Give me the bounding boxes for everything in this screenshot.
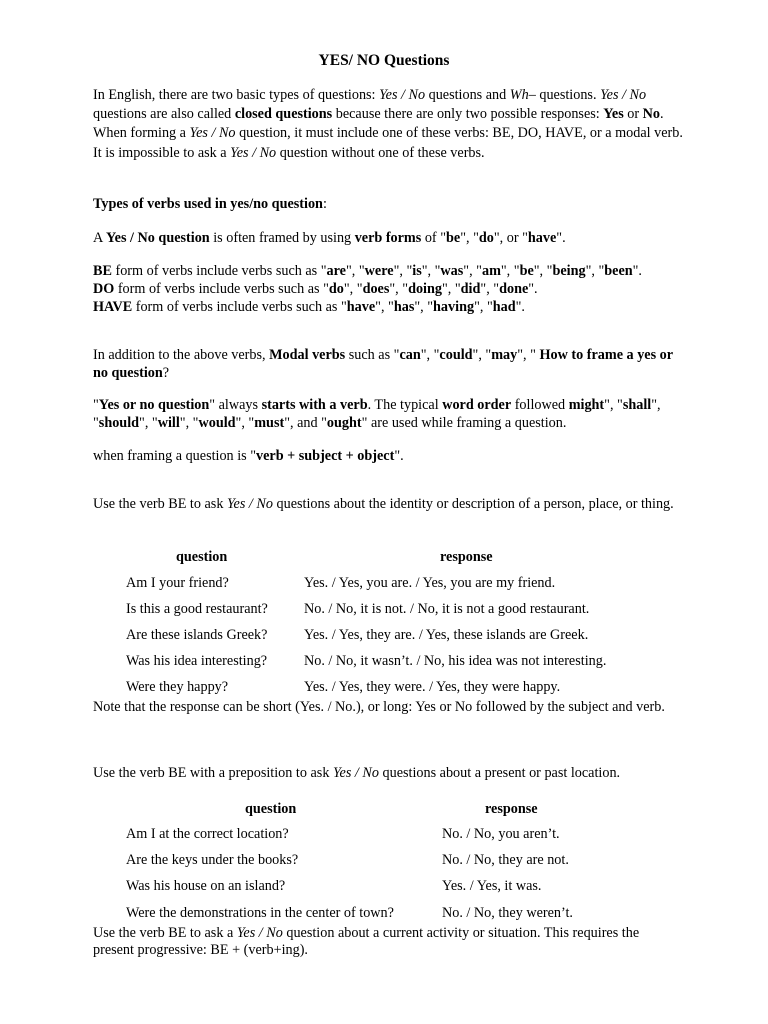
italic-run: Yes / No xyxy=(332,765,379,781)
italic-run: Yes / No xyxy=(600,87,647,103)
bold-run: were xyxy=(364,263,394,279)
be-forms-line xyxy=(93,262,653,280)
text-run: ", " xyxy=(472,347,492,363)
text-run: ". xyxy=(394,448,404,464)
table2-header-response: response xyxy=(485,801,538,817)
bold-run: verb forms xyxy=(354,230,422,246)
text-run: ". xyxy=(515,299,525,315)
table1-header-question: question xyxy=(176,549,228,565)
table2-row3-question: Was his house on an island? xyxy=(126,878,286,894)
have-forms-line xyxy=(93,298,653,316)
text-run: questions about the identity or description of a person, place, or thing. xyxy=(272,496,674,512)
bold-run: do xyxy=(478,230,494,246)
table2-row2-response: No. / No, they are not. xyxy=(442,852,569,868)
bold-run: Yes xyxy=(603,106,624,123)
bold-run: be xyxy=(519,263,534,279)
bold-run: No xyxy=(642,106,661,123)
text-run: ", and " xyxy=(284,415,327,431)
italic-run: Wh xyxy=(509,87,529,103)
table2-row3-response: Yes. / Yes, it was. xyxy=(442,878,542,894)
bold-run: HAVE xyxy=(93,299,133,315)
bold-run: verb + subject + object xyxy=(256,448,395,464)
table1-row4-response: No. / No, it wasn’t. / No, his idea was not interesting. xyxy=(304,653,607,669)
bold-run: ought xyxy=(326,415,362,431)
text-run: question without one of these verbs. xyxy=(276,144,485,161)
text-run: " always xyxy=(209,397,262,413)
table2-row1-response: No. / No, you aren’t. xyxy=(442,826,560,842)
table1-row1-response: Yes. / Yes, you are. / Yes, you are my friend. xyxy=(304,575,556,591)
text-run: ". xyxy=(528,281,538,297)
modal-verbs-line xyxy=(93,346,678,382)
bold-run: may xyxy=(491,347,518,363)
text-run: A xyxy=(93,230,107,246)
text-run: or xyxy=(623,106,643,123)
bold-run: might xyxy=(568,397,605,413)
framing-line xyxy=(93,447,683,465)
bold-run: has xyxy=(393,299,415,315)
text-run: . When forming a xyxy=(93,106,664,142)
text-run: ", " xyxy=(463,263,482,279)
italic-run: Yes / No xyxy=(230,144,277,161)
table1-row3-question: Are these islands Greek? xyxy=(126,627,268,643)
text-run: ", " xyxy=(604,397,623,413)
bold-run: did xyxy=(460,281,481,297)
table1-row1-question: Am I your friend? xyxy=(126,575,229,591)
bold-run: Yes or no question xyxy=(98,397,210,413)
text-run: of " xyxy=(421,230,446,246)
italic-run: Yes / No xyxy=(236,925,283,941)
bold-run: could xyxy=(439,347,473,363)
text-run: followed xyxy=(511,397,569,413)
text-run: ", " xyxy=(343,281,363,297)
bold-run: are xyxy=(326,263,346,279)
bold-run: have xyxy=(527,230,557,246)
bold-run: having xyxy=(433,299,475,315)
text-run: ", " xyxy=(345,263,365,279)
text-run: ", " xyxy=(441,281,461,297)
bold-run: doing xyxy=(408,281,442,297)
text-run: questions about a present or past location. xyxy=(378,765,621,781)
bold-run: BE xyxy=(93,263,112,279)
bold-run: will xyxy=(157,415,180,431)
bold-run: Yes / No question xyxy=(106,230,210,246)
text-run: because there are only two possible responses: xyxy=(332,106,604,123)
types-heading xyxy=(93,195,683,213)
bold-run: closed questions xyxy=(234,106,333,123)
text-run: when framing a question is " xyxy=(93,448,257,464)
text-run: such as " xyxy=(345,347,400,363)
text-run: Use the verb BE to ask xyxy=(93,496,227,512)
text-run: – questions. xyxy=(528,87,601,103)
bold-run: Types of verbs used in yes/no question xyxy=(93,196,323,212)
intro-paragraph xyxy=(93,86,683,163)
bold-run: should xyxy=(98,415,140,431)
bold-run: do xyxy=(328,281,344,297)
text-run: " are used while framing a question. xyxy=(361,415,567,431)
text-run: is often framed by using xyxy=(209,230,355,246)
bold-run: being xyxy=(552,263,586,279)
bold-run: is xyxy=(412,263,422,279)
section3-intro xyxy=(93,925,678,958)
text-run: question, it must include one of these verbs: BE, DO, HAVE, or a modal verb. It is impossible to ask a xyxy=(93,125,683,161)
bold-run: was xyxy=(440,263,464,279)
response-note xyxy=(93,699,668,716)
text-run: question about a current activity or situation. This requires the present progressive: BE + (verb+ing). xyxy=(93,925,640,958)
framed-line xyxy=(93,229,683,247)
section1-intro xyxy=(93,495,678,513)
document-title: YES/ NO Questions xyxy=(318,52,450,69)
text-run: ", " xyxy=(93,397,661,431)
text-run: Note that the response can be short (Yes. / No.), or long: Yes or No followed by the subject and verb. xyxy=(93,699,665,715)
text-run: form of verbs include verbs such as " xyxy=(111,263,327,279)
text-run: ", " xyxy=(585,263,605,279)
table1-row4-question: Was his idea interesting? xyxy=(126,653,268,669)
text-run: questions and xyxy=(425,87,510,103)
table1-row3-response: Yes. / Yes, they are. / Yes, these islands are Greek. xyxy=(304,627,589,643)
text-run: questions are also called xyxy=(93,106,235,123)
bold-run: Modal verbs xyxy=(269,347,346,363)
text-run: In English, there are two basic types of questions: xyxy=(93,87,380,103)
text-run: ", " xyxy=(389,281,409,297)
bold-run: have xyxy=(346,299,376,315)
bold-run: had xyxy=(492,299,516,315)
text-run: ", " xyxy=(517,347,540,363)
text-run: ", " xyxy=(480,281,500,297)
text-run: : xyxy=(322,196,327,212)
text-run: In addition to the above verbs, xyxy=(93,347,270,363)
text-run: ", " xyxy=(375,299,394,315)
verb-forms-block xyxy=(93,262,653,316)
text-run: ", " xyxy=(414,299,434,315)
bold-run: DO xyxy=(93,281,115,297)
table1-row5-response: Yes. / Yes, they were. / Yes, they were happy. xyxy=(304,679,561,695)
bold-run: done xyxy=(499,281,529,297)
text-run: ". xyxy=(556,230,566,246)
text-run: ? xyxy=(162,365,170,381)
text-run: Use the verb BE to ask a xyxy=(93,925,237,941)
text-run: ". xyxy=(632,263,642,279)
bold-run: am xyxy=(481,263,501,279)
table1-row2-question: Is this a good restaurant? xyxy=(126,601,268,617)
do-forms-line xyxy=(93,280,653,298)
bold-run: be xyxy=(446,230,461,246)
bold-run: been xyxy=(604,263,633,279)
text-run: form of verbs include verbs such as " xyxy=(114,281,329,297)
bold-run: word order xyxy=(442,397,512,413)
text-run: ", " xyxy=(474,299,493,315)
text-run: . The typical xyxy=(367,397,443,413)
italic-run: Yes / No xyxy=(226,496,273,512)
text-run: ", " xyxy=(533,263,553,279)
bold-run: can xyxy=(399,347,421,363)
table1-row2-response: No. / No, it is not. / No, it is not a good restaurant. xyxy=(304,601,590,617)
bold-run: starts with a verb xyxy=(261,397,368,413)
table2-row4-response: No. / No, they weren’t. xyxy=(442,905,573,921)
bold-run: shall xyxy=(622,397,652,413)
text-run: ", " xyxy=(420,347,440,363)
table2-row1-question: Am I at the correct location? xyxy=(126,826,289,842)
text-run: ", " xyxy=(235,415,255,431)
bold-run: How to frame a yes or no question xyxy=(93,347,673,381)
text-run: form of verbs include verbs such as " xyxy=(132,299,347,315)
text-run: Use the verb BE with a preposition to ask xyxy=(93,765,333,781)
italic-run: Yes / No xyxy=(189,125,236,142)
table2-header-question: question xyxy=(245,801,297,817)
text-run: ", " xyxy=(421,263,441,279)
bold-run: would xyxy=(198,415,236,431)
section2-intro xyxy=(93,764,683,782)
bold-run: does xyxy=(362,281,390,297)
word-order-line xyxy=(93,396,668,432)
table1-row5-question: Were they happy? xyxy=(126,679,229,695)
text-run: ", " xyxy=(179,415,199,431)
text-run: " xyxy=(93,397,99,413)
text-run: ", or " xyxy=(493,230,528,246)
text-run: ", " xyxy=(500,263,520,279)
table1-header-response: response xyxy=(440,549,493,565)
text-run: ", " xyxy=(460,230,479,246)
text-run: ", " xyxy=(393,263,413,279)
italic-run: Yes / No xyxy=(379,87,426,103)
table2-row4-question: Were the demonstrations in the center of town? xyxy=(126,905,394,921)
bold-run: must xyxy=(254,415,285,431)
text-run: ", " xyxy=(139,415,158,431)
table2-row2-question: Are the keys under the books? xyxy=(126,852,299,868)
